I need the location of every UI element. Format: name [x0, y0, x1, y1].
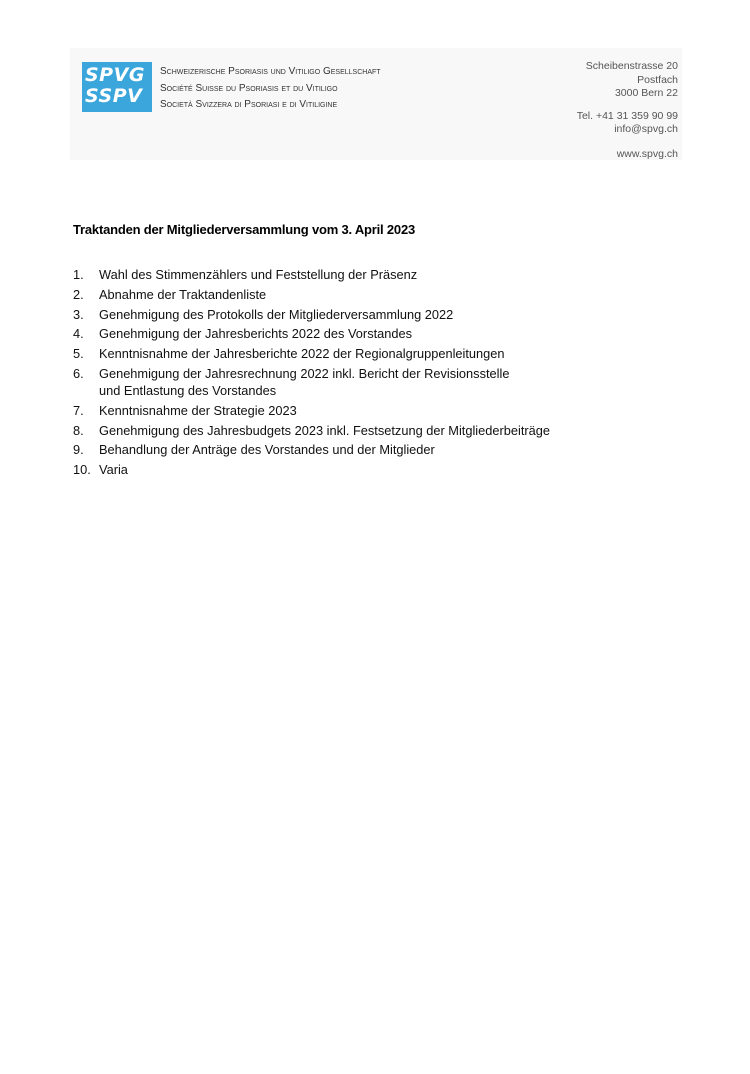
agenda-text: Genehmigung des Protokolls der Mitgliederversammlung 2022: [99, 306, 454, 322]
address-city: 3000 Bern 22: [614, 87, 678, 99]
agenda-number: 2.: [73, 286, 84, 302]
agenda-item: [73, 305, 673, 325]
agenda-number: 9.: [73, 442, 84, 458]
agenda-item: [73, 265, 673, 285]
logo-line-2: SSPV: [85, 85, 143, 107]
agenda-text: Genehmigung der Jahresrechnung 2022 inkl. Bericht der Revisionsstelle: [99, 365, 510, 381]
address-pobox: Postfach: [637, 73, 678, 86]
agenda-number: 5.: [73, 346, 84, 362]
agenda-list: [73, 265, 673, 480]
contact-block: [577, 60, 678, 161]
agenda-item: [73, 285, 673, 305]
agenda-text: Varia: [99, 462, 128, 478]
agenda-item: [73, 440, 673, 460]
agenda-text: Genehmigung der Jahresberichts 2022 des Vorstandes: [99, 326, 413, 342]
agenda-number: 3.: [73, 306, 84, 322]
org-name-it: Società Svizzera di Psoriasi e di Vitiligine: [160, 99, 338, 110]
letterhead: [70, 48, 682, 160]
agenda-number: 6.: [73, 365, 84, 381]
agenda-text: Kenntnisnahme der Jahresberichte 2022 der Regionalgruppenleitungen: [99, 346, 505, 362]
org-name-de: Schweizerische Psoriasis und Vitiligo Gesellschaft: [160, 66, 381, 77]
logo-line-1: SPVG: [85, 64, 145, 86]
agenda-text: Kenntnisnahme der Strategie 2023: [99, 402, 297, 418]
agenda-text: Wahl des Stimmenzählers und Feststellung der Präsenz: [99, 267, 418, 282]
agenda-text: Abnahme der Traktandenliste: [99, 286, 267, 302]
agenda-item: [73, 460, 673, 480]
agenda-number: 8.: [73, 422, 84, 438]
agenda-number: 1.: [73, 267, 84, 282]
agenda-text: Behandlung der Anträge des Vorstandes und der Mitglieder: [99, 442, 435, 458]
agenda-item: [73, 344, 673, 364]
agenda-text: Genehmigung des Jahresbudgets 2023 inkl. Festsetzung der Mitgliederbeiträge: [99, 422, 551, 438]
document-title: Traktanden der Mitgliederversammlung vom 3. April 2023: [73, 222, 416, 237]
agenda-item: [73, 401, 673, 421]
address-street: Scheibenstrasse 20: [585, 60, 678, 72]
agenda-item: [73, 364, 673, 398]
organization-names: [160, 64, 381, 114]
agenda-number: 10.: [73, 462, 91, 478]
website: www.spvg.ch: [616, 147, 678, 160]
agenda-number: 7.: [73, 402, 84, 418]
org-name-fr: Société Suisse du Psoriasis et du Vitiligo: [160, 82, 338, 94]
agenda-number: 4.: [73, 326, 84, 342]
spvg-logo: [82, 62, 152, 112]
agenda-text-continued: und Entlastung des Vorstandes: [99, 382, 277, 398]
agenda-item: [73, 324, 673, 344]
phone-number: Tel. +41 31 359 90 99: [576, 109, 678, 122]
email-address: info@spvg.ch: [614, 123, 678, 135]
agenda-item: [73, 421, 673, 441]
